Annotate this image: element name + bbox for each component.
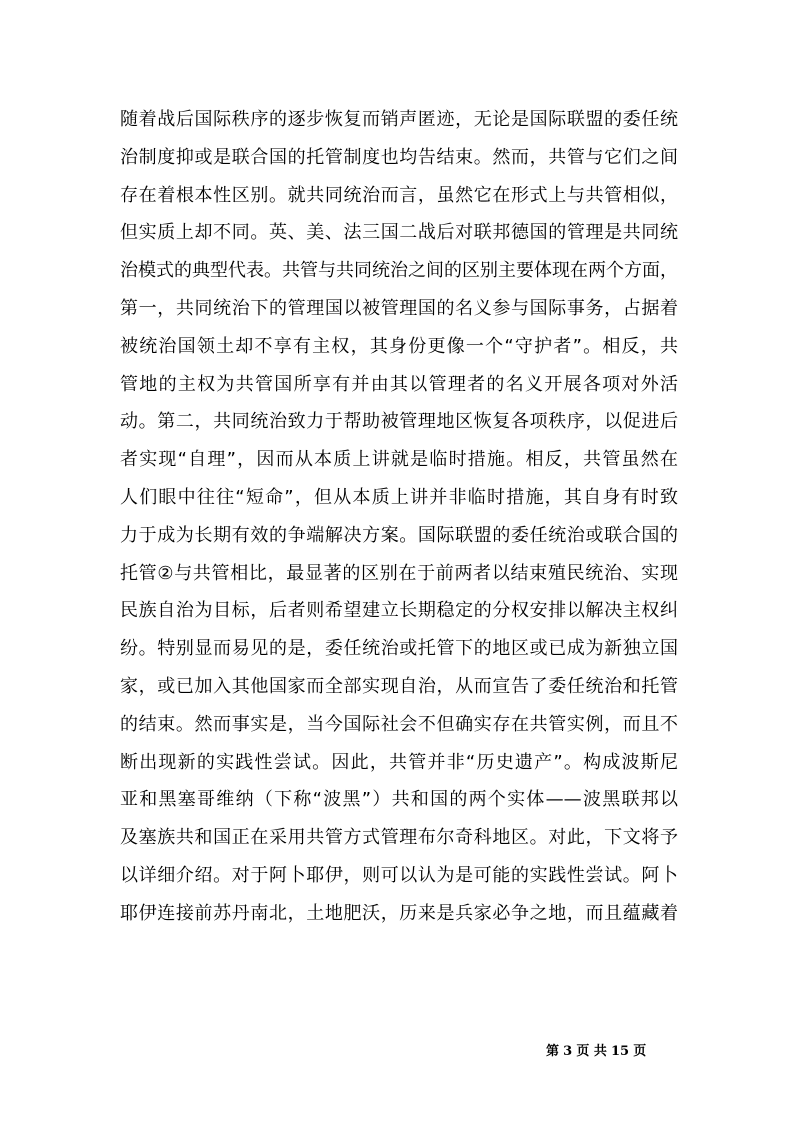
text-line: 治模式的典型代表。共管与共同统治之间的区别主要体现在两个方面， (120, 260, 678, 282)
text-line: 被统治国领土却不享有主权，其身份更像一个“守护者”。相反，共 (120, 335, 678, 357)
page-suffix: 页 (633, 1044, 647, 1059)
text-line: 及塞族共和国正在采用共管方式管理布尔奇科地区。对此，下文将予 (120, 827, 678, 849)
text-line: 托管②与共管相比，最显著的区别在于前两者以结束殖民统治、实现 (120, 562, 678, 584)
page-prefix: 第 (546, 1044, 560, 1059)
text-line: 以详细介绍。对于阿卜耶伊，则可以认为是可能的实践性尝试。阿卜 (120, 864, 678, 886)
text-line: 存在着根本性区别。就共同统治而言，虽然它在形式上与共管相似， (120, 184, 678, 206)
text-line: 第一，共同统治下的管理国以被管理国的名义参与国际事务，占据着 (120, 297, 678, 319)
body-text (120, 101, 678, 933)
text-line: 亚和黑塞哥维纳（下称“波黑”）共和国的两个实体——波黑联邦以 (120, 789, 678, 811)
text-line: 断出现新的实践性尝试。因此，共管并非“历史遗产”。构成波斯尼 (120, 751, 678, 773)
text-line: 动。第二，共同统治致力于帮助被管理地区恢复各项秩序，以促进后 (120, 411, 678, 433)
text-line: 家，或已加入其他国家而全部实现自治，从而宣告了委任统治和托管 (120, 675, 678, 697)
text-line: 力于成为长期有效的争端解决方案。国际联盟的委任统治或联合国的 (120, 524, 678, 546)
text-line: 管地的主权为共管国所享有并由其以管理者的名义开展各项对外活 (120, 373, 678, 395)
text-line: 民族自治为目标，后者则希望建立长期稳定的分权安排以解决主权纠 (120, 600, 678, 622)
page-middle-label: 页 共 (576, 1044, 607, 1059)
text-line: 纷。特别显而易见的是，委任统治或托管下的地区或已成为新独立国 (120, 638, 678, 660)
page-number (546, 1042, 646, 1062)
text-line: 耶伊连接前苏丹南北，土地肥沃，历来是兵家必争之地，而且蕴藏着 (120, 902, 678, 924)
total-pages-number: 15 (611, 1044, 630, 1059)
text-line: 的结束。然而事实是，当今国际社会不但确实存在共管实例，而且不 (120, 713, 678, 735)
text-line: 人们眼中往往“短命”，但从本质上讲并非临时措施，其自身有时致 (120, 486, 678, 508)
text-line: 但实质上却不同。英、美、法三国二战后对联邦德国的管理是共同统 (120, 222, 678, 244)
text-line: 者实现“自理”，因而从本质上讲就是临时措施。相反，共管虽然在 (120, 449, 678, 471)
text-line: 随着战后国际秩序的逐步恢复而销声匿迹，无论是国际联盟的委任统 (120, 109, 678, 130)
current-page-number: 3 (563, 1044, 573, 1059)
text-line: 治制度抑或是联合国的托管制度也均告结束。然而，共管与它们之间 (120, 146, 678, 168)
